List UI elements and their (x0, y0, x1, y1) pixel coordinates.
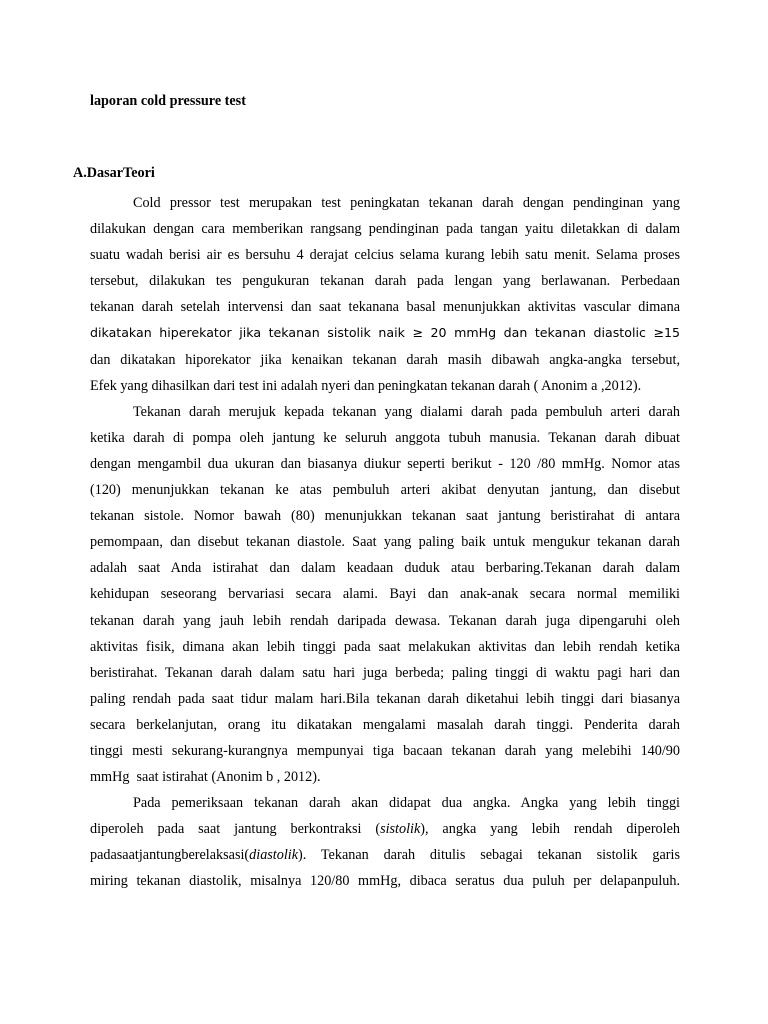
body-text (90, 190, 680, 895)
text-line: tinggi mesti sekurang-kurangnya mempunyai tiga bacaan tekanan darah yang melebihi 140/90 (90, 742, 680, 759)
text-line: tersebut, dilakukan tes pengukuran tekanan darah pada lengan yang berlawanan. Perbedaan (90, 273, 680, 290)
text-run: ), angka yang lebih rendah diperoleh (420, 821, 680, 838)
text-line: Tekanan darah merujuk kepada tekanan yang dialami darah pada pembuluh arteri darah (133, 403, 680, 420)
italic-term: diastolik (249, 847, 299, 864)
text-line: tekanan darah yang jauh lebih rendah daripada dewasa. Tekanan darah juga dipengaruhi oleh (90, 612, 680, 629)
text-line: paling rendah pada saat tidur malam hari.Bila tekanan darah diketahui lebih tinggi dari biasanya (90, 690, 680, 707)
text-line: adalah saat Anda istirahat dan dalam keadaan duduk atau berbaring.Tekanan darah dalam (90, 560, 680, 577)
text-line: Efek yang dihasilkan dari test ini adalah nyeri dan peningkatan tekanan darah ( Anonim a ,2012). (90, 377, 642, 394)
text-line: secara berkelanjutan, orang itu dikatakan mengalami masalah darah tinggi. Penderita darah (90, 716, 680, 733)
text-line: dikatakan hiperekator jika tekanan sistolik naik ≥ 20 mmHg dan tekanan diastolic ≥15 (90, 325, 680, 341)
text-line: dilakukan dengan cara memberikan rangsang pendinginan pada tangan yaitu diletakkan di dalam (90, 221, 680, 238)
text-line: aktivitas fisik, dimana akan lebih tinggi pada saat melakukan aktivitas dan lebih rendah ketika (90, 638, 680, 655)
text-line: Pada pemeriksaan tekanan darah akan didapat dua angka. Angka yang lebih tinggi (133, 795, 680, 812)
text-line: dan dikatakan hiporekator jika kenaikan tekanan darah masih dibawah angka-angka tersebut, (90, 351, 680, 368)
text-run: ). Tekanan darah ditulis sebagai tekanan sistolik garis (298, 847, 680, 864)
section-heading: A.DasarTeori (73, 165, 155, 181)
text-line: miring tekanan diastolik, misalnya 120/80 mmHg, dibaca seratus dua puluh per delapanpuluh. (90, 873, 680, 890)
text-run: padasaatjantungberelaksasi( (90, 847, 250, 864)
text-line: pemompaan, dan disebut tekanan diastole. Saat yang paling baik untuk mengukur tekanan darah (90, 534, 680, 551)
text-line: ketika darah di pompa oleh jantung ke seluruh anggota tubuh manusia. Tekanan darah dibuat (90, 429, 680, 446)
page-title: laporan cold pressure test (90, 93, 246, 109)
text-line: tekanan sistole. Nomor bawah (80) menunjukkan tekanan saat jantung beristirahat di antara (90, 508, 680, 525)
text-line: Cold pressor test merupakan test peningkatan tekanan darah dengan pendinginan yang (133, 195, 680, 211)
text-line: beristirahat. Tekanan darah dalam satu hari juga berbeda; paling tinggi di waktu pagi hari dan (90, 664, 680, 681)
text-line: dengan mengambil dua ukuran dan biasanya diukur seperti berikut - 120 /80 mmHg. Nomor atas (90, 455, 680, 472)
italic-term: sistolik (380, 821, 421, 838)
text-line-sistolik (90, 816, 680, 842)
text-run: diperoleh pada saat jantung berkontraksi ( (90, 821, 381, 838)
text-line: kehidupan seseorang bervariasi secara alami. Bayi dan anak-anak secara normal memiliki (90, 586, 680, 603)
text-line-diastolik (90, 842, 680, 868)
text-line: (120) menunjukkan tekanan ke atas pembuluh arteri akibat denyutan jantung, dan disebut (90, 482, 680, 499)
text-line: suatu wadah berisi air es bersuhu 4 derajat celcius selama kurang lebih satu menit. Selama proses (90, 247, 680, 264)
text-line: mmHg saat istirahat (Anonim b , 2012). (90, 769, 321, 786)
text-line: tekanan darah setelah intervensi dan saat tekanana basal menunjukkan aktivitas vascular dimana (90, 299, 680, 316)
